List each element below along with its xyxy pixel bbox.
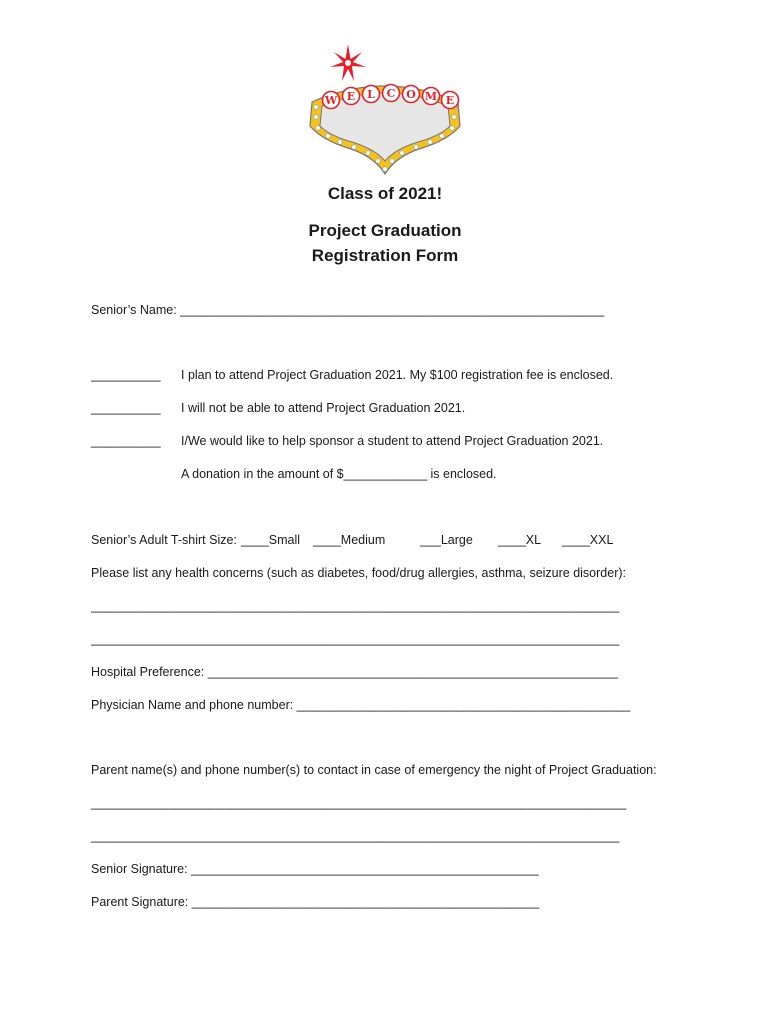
health-concerns-prompt: Please list any health concerns (such as diabetes, food/drug allergies, asthma, seizure disorder): — [91, 566, 627, 580]
tshirt-xl-option[interactable]: ____XL — [498, 533, 542, 547]
welcome-letter: L — [367, 88, 375, 101]
hospital-preference-field[interactable]: Hospital Preference: ___________________________________________________________ — [91, 665, 618, 679]
seniors-name-field[interactable]: Senior’s Name: _____________________________________________________________ — [91, 303, 605, 317]
form-title-line1: Project Graduation — [308, 221, 462, 240]
option-attend-text: I plan to attend Project Graduation 2021. My $100 registration fee is enclosed. — [181, 368, 614, 382]
senior-signature-field[interactable]: Senior Signature: __________________________________________________ — [91, 862, 539, 876]
donation-amount-field[interactable]: A donation in the amount of $____________ is enclosed. — [181, 467, 497, 481]
star-burst-icon — [330, 44, 366, 81]
option-attend-blank[interactable]: __________ — [91, 368, 161, 382]
tshirt-large-option[interactable]: ___Large — [420, 533, 473, 547]
health-concerns-line-2[interactable]: ____________________________________________________________________________ — [91, 632, 620, 646]
parent-signature-field[interactable]: Parent Signature: __________________________________________________ — [91, 895, 540, 909]
class-title: Class of 2021! — [327, 184, 443, 203]
parent-contact-prompt: Parent name(s) and phone number(s) to contact in case of emergency the night of Project Graduation: — [91, 763, 657, 777]
welcome-letter: O — [406, 88, 416, 101]
form-title-line2: Registration Form — [311, 246, 459, 265]
option-sponsor-text: I/We would like to help sponsor a student to attend Project Graduation 2021. — [181, 434, 604, 448]
parent-contact-line-2[interactable]: ____________________________________________________________________________ — [91, 829, 620, 843]
parent-contact-line-1[interactable]: _____________________________________________________________________________ — [91, 796, 627, 810]
option-decline-blank[interactable]: __________ — [91, 401, 161, 415]
welcome-letter: W — [324, 94, 338, 107]
tshirt-small-option[interactable]: ____Small — [241, 533, 301, 547]
welcome-sign-logo — [300, 40, 470, 175]
physician-field[interactable]: Physician Name and phone number: ________________________________________________ — [91, 698, 631, 712]
option-sponsor-blank[interactable]: __________ — [91, 434, 161, 448]
tshirt-size-label: Senior’s Adult T-shirt Size: — [91, 533, 237, 547]
welcome-letter: E — [445, 94, 455, 107]
welcome-letter: E — [346, 90, 356, 103]
welcome-letter: M — [424, 90, 438, 103]
tshirt-xxl-option[interactable]: ____XXL — [562, 533, 614, 547]
welcome-letter: C — [386, 87, 396, 100]
health-concerns-line-1[interactable]: ____________________________________________________________________________ — [91, 599, 620, 613]
option-decline-text: I will not be able to attend Project Graduation 2021. — [181, 401, 466, 415]
tshirt-medium-option[interactable]: ____Medium — [313, 533, 386, 547]
